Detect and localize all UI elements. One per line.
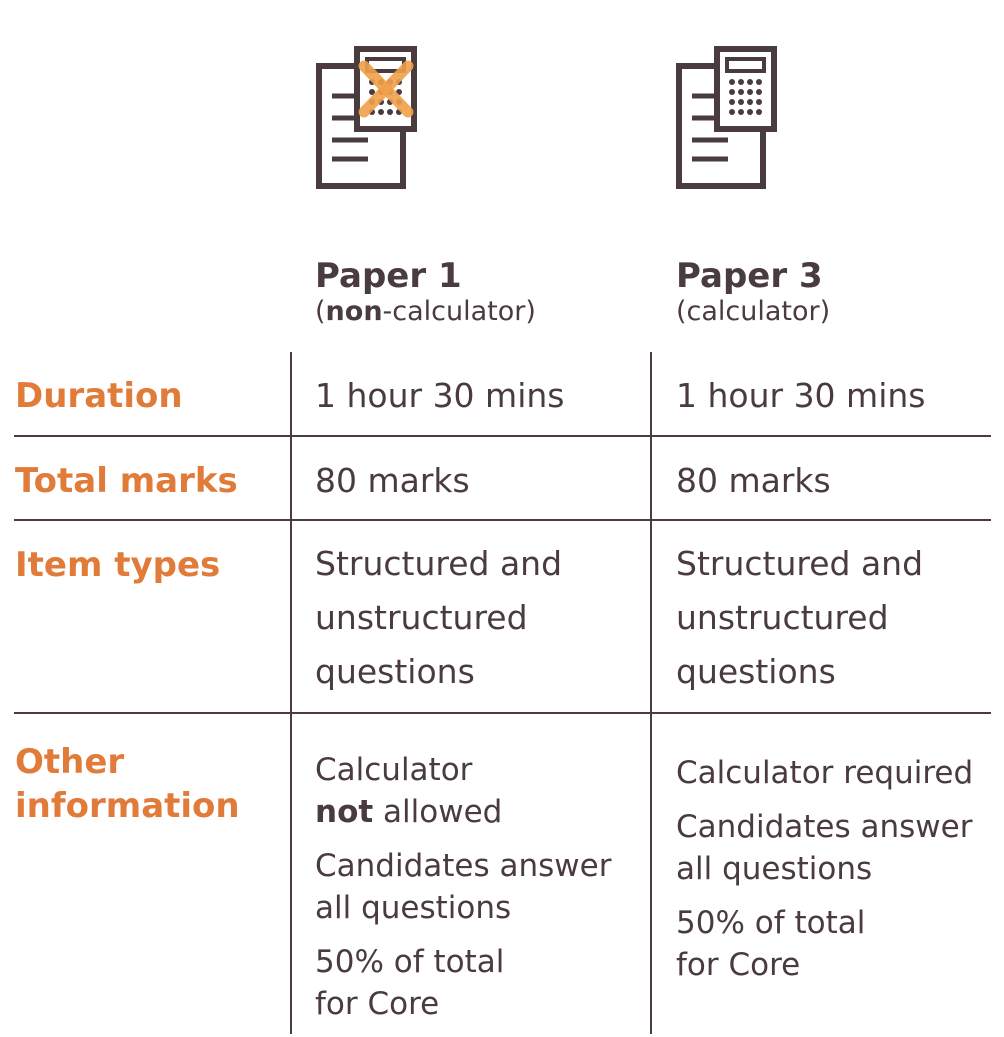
- row-divider: [14, 435, 991, 437]
- item-types-line: unstructured: [315, 598, 528, 637]
- column-divider: [290, 352, 292, 1034]
- row-label-item-types: Item types: [15, 545, 221, 585]
- row-label-duration: Duration: [15, 376, 183, 416]
- item-types-line: questions: [315, 652, 475, 691]
- weight-line: 50% of total: [676, 905, 866, 941]
- paper-3-other-information: [676, 752, 973, 998]
- paper-1-title: Paper 1: [315, 256, 462, 296]
- row-divider: [14, 712, 991, 714]
- paper-3-title: Paper 3: [676, 256, 823, 296]
- paper-1-other-information: [315, 749, 611, 1037]
- calculator-icon: [672, 44, 782, 194]
- no-calculator-icon: [312, 44, 422, 194]
- paper-1-heading: [315, 256, 536, 328]
- calc-allowed: allowed: [373, 794, 503, 830]
- answer-policy: [315, 845, 611, 929]
- weighting: [676, 902, 973, 986]
- weight-line: for Core: [315, 986, 440, 1022]
- column-divider: [650, 352, 652, 1034]
- label-line: Other: [15, 742, 125, 782]
- answer-line: Candidates answer: [315, 848, 612, 884]
- label-line: information: [15, 786, 240, 826]
- subtitle-rest: -calculator): [382, 296, 536, 327]
- paper-3-item-types: [676, 537, 923, 699]
- subtitle-open: (: [315, 296, 326, 327]
- calc-not: not: [315, 794, 374, 830]
- calculator-policy: [315, 749, 611, 833]
- calc-line: Calculator: [315, 752, 473, 788]
- answer-line: Candidates answer: [676, 809, 973, 845]
- paper-3-duration: 1 hour 30 mins: [676, 376, 926, 415]
- row-label-total-marks: Total marks: [15, 461, 238, 501]
- weighting: [315, 941, 611, 1025]
- calculator-policy: [676, 752, 973, 794]
- paper-3-heading: [676, 256, 830, 328]
- paper-1-duration: 1 hour 30 mins: [315, 376, 565, 415]
- item-types-line: questions: [676, 652, 836, 691]
- paper-3-total-marks: 80 marks: [676, 461, 831, 500]
- weight-line: for Core: [676, 947, 801, 983]
- weight-line: 50% of total: [315, 944, 505, 980]
- subtitle-bold: non: [325, 296, 383, 327]
- row-label-other-information: [15, 740, 240, 828]
- paper-1-subtitle: [315, 296, 536, 328]
- item-types-line: Structured and: [676, 544, 924, 583]
- paper-1-total-marks: 80 marks: [315, 461, 470, 500]
- calc-line: Calculator required: [676, 755, 974, 791]
- paper-3-subtitle: (calculator): [676, 296, 831, 327]
- paper-1-item-types: [315, 537, 562, 699]
- item-types-line: Structured and: [315, 544, 563, 583]
- calc-line: [315, 791, 611, 833]
- answer-policy: [676, 806, 973, 890]
- item-types-line: unstructured: [676, 598, 889, 637]
- row-divider: [14, 519, 991, 521]
- answer-line: all questions: [315, 890, 512, 926]
- answer-line: all questions: [676, 851, 873, 887]
